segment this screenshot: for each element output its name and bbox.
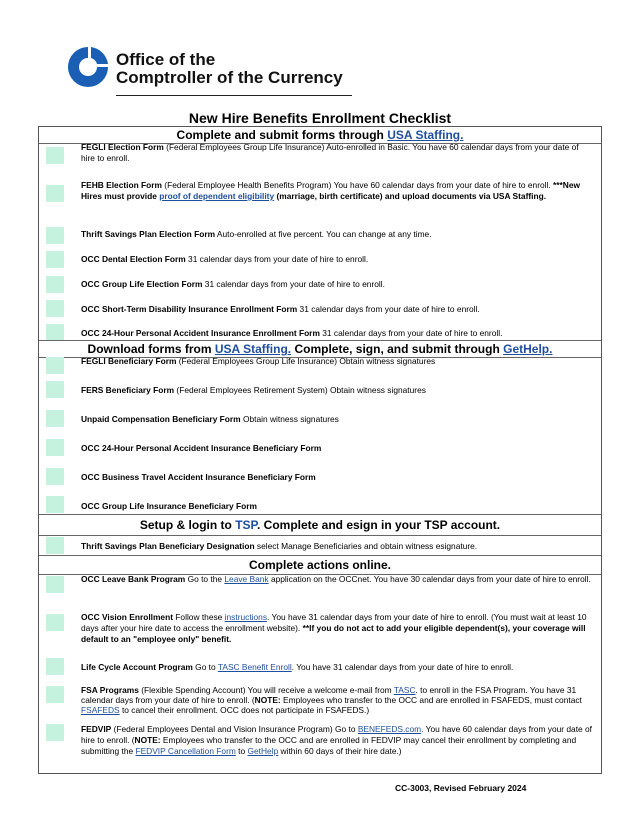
checkbox-tsp-election[interactable] [46, 227, 64, 244]
checkbox-fehb-election[interactable] [46, 185, 64, 202]
fsafeds-link[interactable]: FSAFEDS [81, 705, 120, 715]
checkbox-accident-beneficiary[interactable] [46, 439, 64, 456]
list-item: FEGLI Election Form (Federal Employees Group Life Insurance) Auto-enrolled in Basic. You have 60 calendar days from your date of hire to enroll. [81, 142, 579, 163]
instructions-link[interactable]: instructions [224, 612, 268, 622]
list-item: FEGLI Beneficiary Form (Federal Employees Group Life Insurance) Obtain witness signatures [81, 356, 436, 366]
checkbox-fegli-beneficiary[interactable] [46, 357, 64, 374]
list-item: FEHB Election Form (Federal Employee Health Benefits Program) You have 60 calendar days from your date of hire to enroll. ***New Hires must provide proof of dependent eligibility (marriage, birth certificate) and upload documents via USA Staffing. [81, 180, 581, 201]
usa-staffing-link-2[interactable]: USA Staffing. [214, 342, 292, 356]
list-item: Thrift Savings Plan Beneficiary Designation select Manage Beneficiaries and obtain witness esignature. [81, 541, 478, 551]
list-item: FEDVIP (Federal Employees Dental and Vision Insurance Program) Go to BENEFEDS.com. You have 60 calendar days from your date of hire to enroll. (NOTE: Employees who transfer to the OCC and are enrolled in FEDVIP may cancel their enrollment by completing and submitting the FEDVIP Cancellation Form to GetHelp within 60 days of their hire date.) [81, 724, 592, 756]
logo-rule [116, 95, 352, 96]
section-header-tsp: Setup & login to TSP. Complete and esign in your TSP account. [39, 514, 601, 536]
tasc-benefit-enroll-link[interactable]: TASC Benefit Enroll [217, 662, 292, 672]
checkbox-group-life-election[interactable] [46, 276, 64, 293]
section-header-download-forms: Download forms from USA Staffing. Complete, sign, and submit through GetHelp. [39, 340, 601, 358]
checkbox-accident-enrollment[interactable] [46, 324, 64, 341]
list-item: OCC Short-Term Disability Insurance Enrollment Form 31 calendar days from your date of hire to enroll. [81, 304, 480, 314]
list-item: OCC Vision Enrollment Follow these instructions. You have 31 calendar days from your date of hire to enroll. (You must wait at least 10 days after your hire date to access the enrollment website). **If you do not act to add your eligible dependent(s), your coverage will default to an "employee only" benefit. [81, 612, 587, 644]
logo-line-1: Office of the [116, 50, 216, 69]
gethelp-link-2[interactable]: GetHelp [247, 746, 279, 756]
list-item: Thrift Savings Plan Election Form Auto-enrolled at five percent. You can change at any time. [81, 229, 432, 239]
section-header-online-actions: Complete actions online. [39, 555, 601, 575]
tasc-link[interactable]: TASC [393, 685, 416, 695]
proof-of-dependent-eligibility-link[interactable]: proof of dependent eligibility [159, 191, 275, 201]
list-item: Life Cycle Account Program Go to TASC Benefit Enroll. You have 31 calendar days from your date of hire to enroll. [81, 662, 514, 672]
checkbox-tsp-beneficiary[interactable] [46, 537, 64, 554]
list-item: FSA Programs (Flexible Spending Account) You will receive a welcome e-mail from TASC. to enroll in the FSA Program. You have 31 calendar days from your date of hire to enroll. (NOTE: Employees who transfer to the OCC and are enrolled in FSAFEDS, must contact FSAFEDS to cancel their enrollment. OCC does not participate in FSAFEDS.) [81, 685, 582, 715]
tsp-label: TSP [235, 518, 257, 532]
benefeds-link[interactable]: BENEFEDS.com [357, 724, 422, 734]
checkbox-fsa-programs[interactable] [46, 686, 64, 703]
logo-line-2: Comptroller of the Currency [116, 68, 343, 87]
checkbox-life-cycle-account[interactable] [46, 658, 64, 675]
checkbox-fedvip[interactable] [46, 724, 64, 741]
checkbox-leave-bank[interactable] [46, 576, 64, 593]
occ-logo-mark-icon [66, 45, 110, 89]
usa-staffing-link[interactable]: USA Staffing. [387, 128, 464, 142]
list-item: FERS Beneficiary Form (Federal Employees Retirement System) Obtain witness signatures [81, 385, 426, 395]
section-1-title: Complete and submit forms through [176, 128, 388, 142]
checkbox-group-life-beneficiary[interactable] [46, 496, 64, 513]
list-item: Unpaid Compensation Beneficiary Form Obtain witness signatures [81, 414, 339, 424]
list-item: OCC 24-Hour Personal Accident Insurance Beneficiary Form [81, 443, 322, 453]
checkbox-short-term-disability[interactable] [46, 300, 64, 317]
checkbox-fegli-election[interactable] [46, 147, 64, 164]
list-item: OCC Group Life Insurance Beneficiary Form [81, 501, 257, 511]
list-item: OCC 24-Hour Personal Accident Insurance Enrollment Form 31 calendar days from your date of hire to enroll. [81, 328, 503, 338]
checkbox-travel-accident-beneficiary[interactable] [46, 468, 64, 485]
form-revision-footer: CC-3003, Revised February 2024 [395, 783, 527, 793]
leave-bank-link[interactable]: Leave Bank [224, 574, 269, 584]
checkbox-vision-enrollment[interactable] [46, 614, 64, 631]
page-title: New Hire Benefits Enrollment Checklist [188, 110, 452, 126]
list-item: OCC Leave Bank Program Go to the Leave Bank application on the OCCnet. You have 30 calendar days from your date of hire to enroll. [81, 574, 591, 584]
checkbox-unpaid-compensation[interactable] [46, 410, 64, 427]
checkbox-fers-beneficiary[interactable] [46, 381, 64, 398]
list-item: OCC Dental Election Form 31 calendar days from your date of hire to enroll. [81, 254, 369, 264]
checkbox-dental-election[interactable] [46, 251, 64, 268]
list-item: OCC Business Travel Accident Insurance Beneficiary Form [81, 472, 316, 482]
fedvip-cancellation-form-link[interactable]: FEDVIP Cancellation Form [135, 746, 236, 756]
logo-text [116, 51, 343, 87]
occ-logo [66, 43, 356, 99]
gethelp-link[interactable]: GetHelp. [503, 342, 553, 356]
list-item: OCC Group Life Election Form 31 calendar days from your date of hire to enroll. [81, 279, 385, 289]
